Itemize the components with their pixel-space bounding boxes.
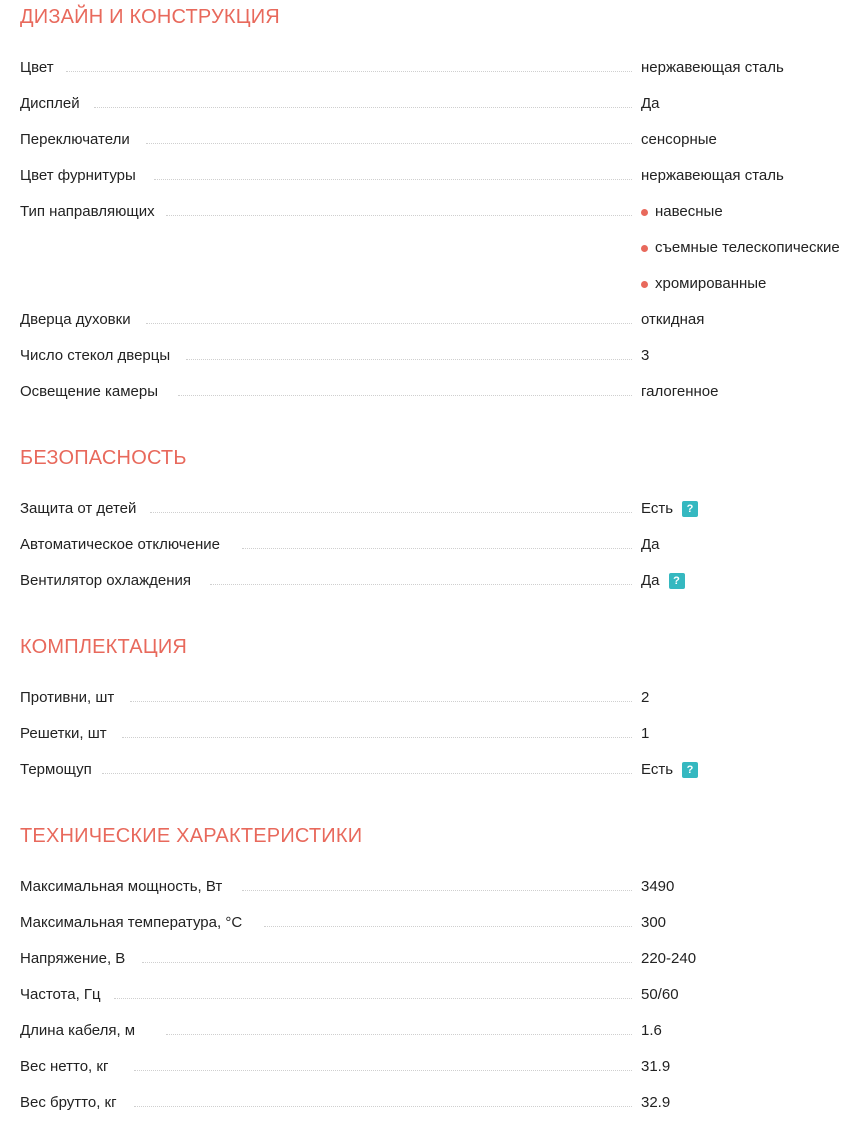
bullet-icon [641,209,648,216]
spec-row-oven-door [20,310,854,346]
spec-row-rails [20,202,854,238]
spec-label: Число стекол дверцы [20,347,171,364]
spec-value [641,1057,670,1077]
value-text: Да [641,572,660,589]
value-text: 220-240 [641,950,697,967]
spec-value [641,58,784,78]
spec-value [641,166,784,186]
value-text: 32.9 [641,1094,671,1111]
spec-row-trays [20,688,854,724]
value-text: Есть [641,500,674,517]
spec-label: Максимальная температура, °C [20,914,243,931]
spec-label: Автоматическое отключение [20,536,220,553]
spec-value [641,571,685,591]
value-text: нержавеющая сталь [641,167,784,184]
dotted-leader [142,962,632,963]
spec-value [641,985,679,1005]
section-title: ДИЗАЙН И КОНСТРУКЦИЯ [20,6,280,28]
spec-value [641,310,704,330]
spec-value [641,274,766,294]
spec-row-net-weight [20,1057,854,1093]
spec-label: Противни, шт [20,689,115,706]
spec-row-gross-weight [20,1093,854,1129]
spec-value [641,238,840,258]
spec-value [641,202,723,222]
value-text: 50/60 [641,986,679,1003]
value-text: 3 [641,347,650,364]
spec-label: Дисплей [20,95,80,112]
spec-row-cable-length [20,1021,854,1057]
dotted-leader [264,926,632,927]
spec-label: Решетки, шт [20,725,107,742]
bullet-icon [641,281,648,288]
dotted-leader [154,179,632,180]
section-title: ТЕХНИЧЕСКИЕ ХАРАКТЕРИСТИКИ [20,825,363,847]
spec-label: Вентилятор охлаждения [20,572,191,589]
value-text: нержавеющая сталь [641,59,784,76]
spec-label: Вес брутто, кг [20,1094,117,1111]
spec-row-probe [20,760,854,796]
dotted-leader [66,71,632,72]
spec-value [641,688,649,708]
help-icon[interactable]: ? [669,573,685,589]
value-text: 1 [641,725,650,742]
spec-value [641,913,666,933]
spec-row-max-power [20,877,854,913]
spec-label: Дверца духовки [20,311,131,328]
spec-row-rails-3 [20,274,854,310]
spec-value [641,760,698,780]
spec-value [641,949,696,969]
dotted-leader [186,359,632,360]
dotted-leader [130,701,632,702]
spec-value [641,499,698,519]
dotted-leader [242,548,632,549]
spec-row-rails-2 [20,238,854,274]
spec-label: Напряжение, В [20,950,126,967]
spec-label: Термощуп [20,761,92,778]
spec-row-child-lock [20,499,854,535]
spec-row-lighting [20,382,854,418]
spec-label: Освещение камеры [20,383,159,400]
spec-value [641,535,660,555]
spec-value [641,1093,670,1113]
value-text: откидная [641,311,705,328]
section-title: КОМПЛЕКТАЦИЯ [20,636,188,658]
spec-value [641,1021,662,1041]
bullet-icon [641,245,648,252]
help-icon[interactable]: ? [682,501,698,517]
spec-label: Тип направляющих [20,203,155,220]
dotted-leader [242,890,632,891]
spec-label: Вес нетто, кг [20,1058,109,1075]
spec-label: Частота, Гц [20,986,101,1003]
dotted-leader [146,323,632,324]
dotted-leader [210,584,632,585]
value-text: съемные телескопические [655,239,840,256]
dotted-leader [94,107,632,108]
spec-row-color [20,58,854,94]
spec-row-voltage [20,949,854,985]
spec-row-display [20,94,854,130]
spec-row-door-glass [20,346,854,382]
spec-value [641,94,660,114]
value-text: навесные [655,203,723,220]
dotted-leader [134,1070,632,1071]
value-text: сенсорные [641,131,717,148]
spec-label: Переключатели [20,131,130,148]
spec-label: Защита от детей [20,500,137,517]
spec-row-switches [20,130,854,166]
value-text: 2 [641,689,650,706]
spec-label: Длина кабеля, м [20,1022,136,1039]
dotted-leader [114,998,632,999]
spec-value [641,346,649,366]
dotted-leader [178,395,632,396]
dotted-leader [102,773,632,774]
spec-row-auto-off [20,535,854,571]
dotted-leader [166,215,632,216]
section-title: БЕЗОПАСНОСТЬ [20,447,187,469]
spec-value [641,382,718,402]
spec-row-frequency [20,985,854,1021]
value-text: хромированные [655,275,767,292]
value-text: Да [641,536,660,553]
dotted-leader [150,512,632,513]
dotted-leader [146,143,632,144]
spec-row-fittings-color [20,166,854,202]
spec-value [641,724,649,744]
value-text: 3490 [641,878,675,895]
value-text: Да [641,95,660,112]
spec-row-racks [20,724,854,760]
spec-value [641,877,674,897]
spec-row-cooling-fan [20,571,854,607]
spec-label: Максимальная мощность, Вт [20,878,223,895]
value-text: галогенное [641,383,719,400]
spec-label: Цвет [20,59,54,76]
value-text: 300 [641,914,667,931]
dotted-leader [134,1106,632,1107]
value-text: 1.6 [641,1022,662,1039]
help-icon[interactable]: ? [682,762,698,778]
value-text: Есть [641,761,674,778]
dotted-leader [166,1034,632,1035]
spec-row-max-temp [20,913,854,949]
dotted-leader [122,737,632,738]
value-text: 31.9 [641,1058,671,1075]
spec-value [641,130,717,150]
spec-label: Цвет фурнитуры [20,167,136,184]
